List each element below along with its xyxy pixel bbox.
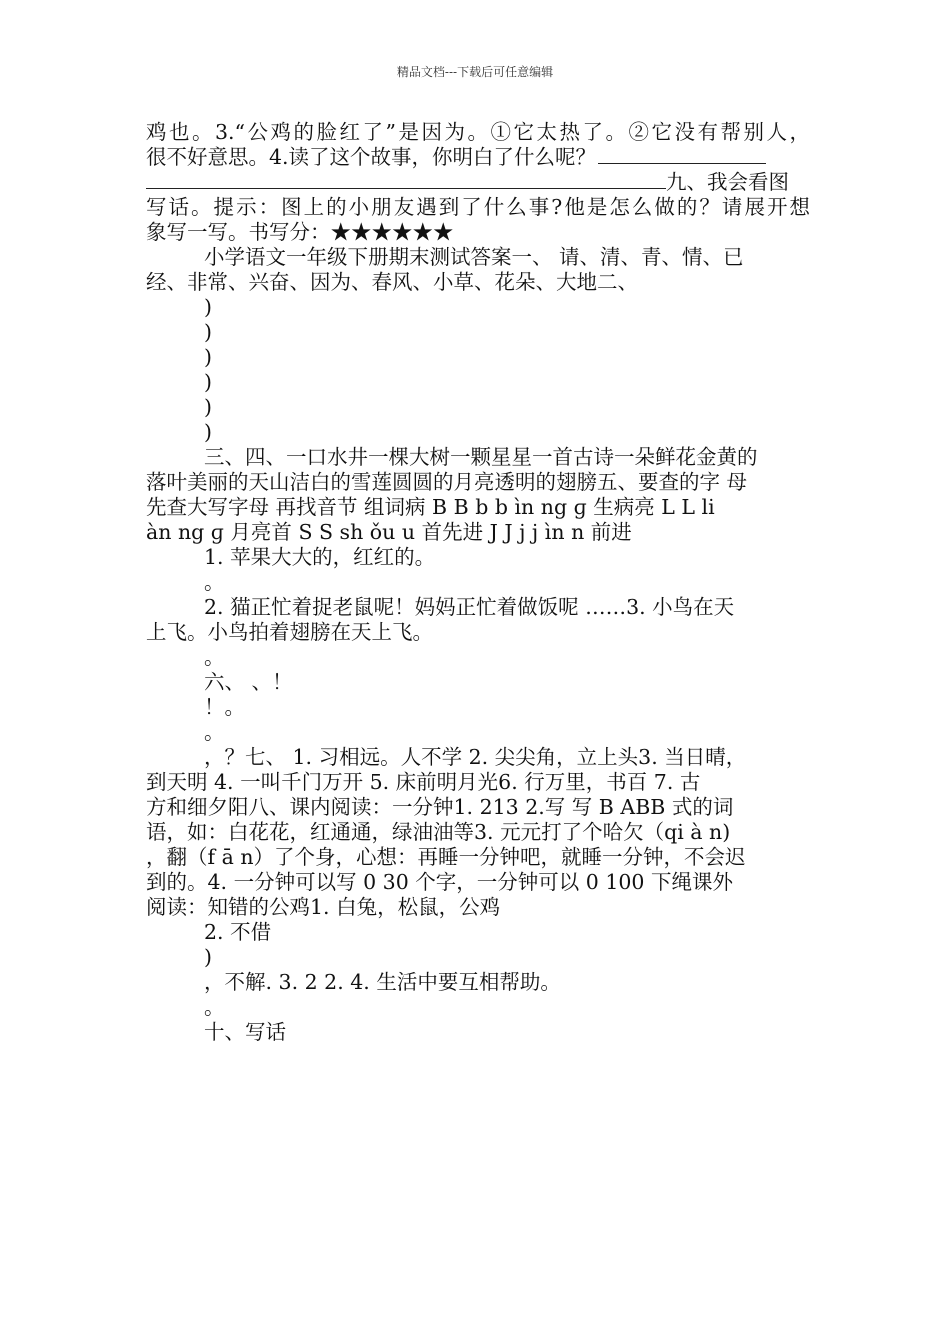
text-line: ) — [204, 345, 212, 369]
text-line: 落叶美丽的天山洁白的雪莲圆圆的月亮透明的翅膀五、要查的字 母 — [146, 470, 748, 494]
text-line: ，翻（f ā n）了个身，心想：再睡一分钟吧，就睡一分钟，不会迟 — [146, 845, 746, 869]
answer-blank — [598, 145, 766, 164]
text-line: ) — [204, 370, 212, 394]
text-line: ！。 — [204, 695, 245, 719]
text-line: ，？七、 1. 习相远。人不学 2. 尖尖角，立上头3. 当日晴， — [204, 745, 747, 769]
text-line: ) — [204, 320, 212, 344]
text-line: ) — [204, 395, 212, 419]
answer-blank — [146, 170, 666, 189]
text-line: 象写一写。书写分：★★★★★★ — [146, 220, 454, 244]
text-line: 方和细夕阳八、课内阅读：一分钟1. 213 2.写 写 B ABB 式的词 — [146, 795, 734, 819]
text-line: 。 — [204, 995, 225, 1019]
text-line: 。 — [204, 720, 225, 744]
page-header: 精品文档---下载后可任意编辑 — [396, 65, 554, 79]
text-line: 上飞。小鸟拍着翅膀在天上飞。 — [146, 620, 433, 644]
text-line: ，不解. 3. 2 2. 4. 生活中要互相帮助。 — [204, 970, 561, 994]
text-line: 九、我会看图 — [666, 170, 789, 194]
text-line: 经、非常、兴奋、因为、春风、小草、花朵、大地二、 — [146, 270, 638, 294]
text-line: 。 — [204, 645, 225, 669]
text-line: 小学语文一年级下册期末测试答案一、 请、清、青、情、已 — [204, 245, 744, 269]
document-body — [146, 120, 810, 1045]
text-line: 到天明 4. 一叫千门万开 5. 床前明月光6. 行万里，书百 7. 古 — [146, 770, 701, 794]
text-line-with-blank — [146, 170, 810, 195]
text-line: àn ng ɡ 月亮首 S S sh ǒu u 首先进 J J j j ìn n 前进 — [146, 520, 632, 544]
text-line: 很不好意思。4.读了这个故事，你明白了什么呢？ — [146, 145, 597, 169]
text-line-with-blank — [146, 145, 810, 170]
text-line: 语，如：白花花，红通通，绿油油等3. 元元打了个哈欠（qi à n) — [146, 820, 731, 844]
text-line: 十、写话 — [204, 1020, 286, 1044]
text-line: ) — [204, 420, 212, 444]
text-line: 2. 不借 — [204, 920, 272, 944]
text-line: 六、 、！ — [204, 670, 293, 694]
text-line: 1. 苹果大大的，红红的。 — [204, 545, 436, 569]
text-line: 阅读：知错的公鸡1. 白兔，松鼠，公鸡 — [146, 895, 501, 919]
text-line: 先查大写字母 再找音节 组词病 B B b b ìn ng ɡ 生病亮 L L li — [146, 495, 715, 519]
text-line: 三、四、一口水井一棵大树一颗星星一首古诗一朵鲜花金黄的 — [204, 445, 758, 469]
text-line: 2. 猫正忙着捉老鼠呢！妈妈正忙着做饭呢 ……3. 小鸟在天 — [204, 595, 735, 619]
text-line: ) — [204, 295, 212, 319]
text-line: 鸡也。3.“公鸡的脸红了”是因为。①它太热了。②它没有帮别人， — [146, 120, 810, 144]
text-line: 。 — [204, 570, 225, 594]
text-line: ) — [204, 945, 212, 969]
text-line: 到的。4. 一分钟可以写 0 30 个字，一分钟可以 0 100 下绳课外 — [146, 870, 733, 894]
text-line: 写话。提示：图上的小朋友遇到了什么事?他是怎么做的？请展开想 — [146, 195, 810, 219]
